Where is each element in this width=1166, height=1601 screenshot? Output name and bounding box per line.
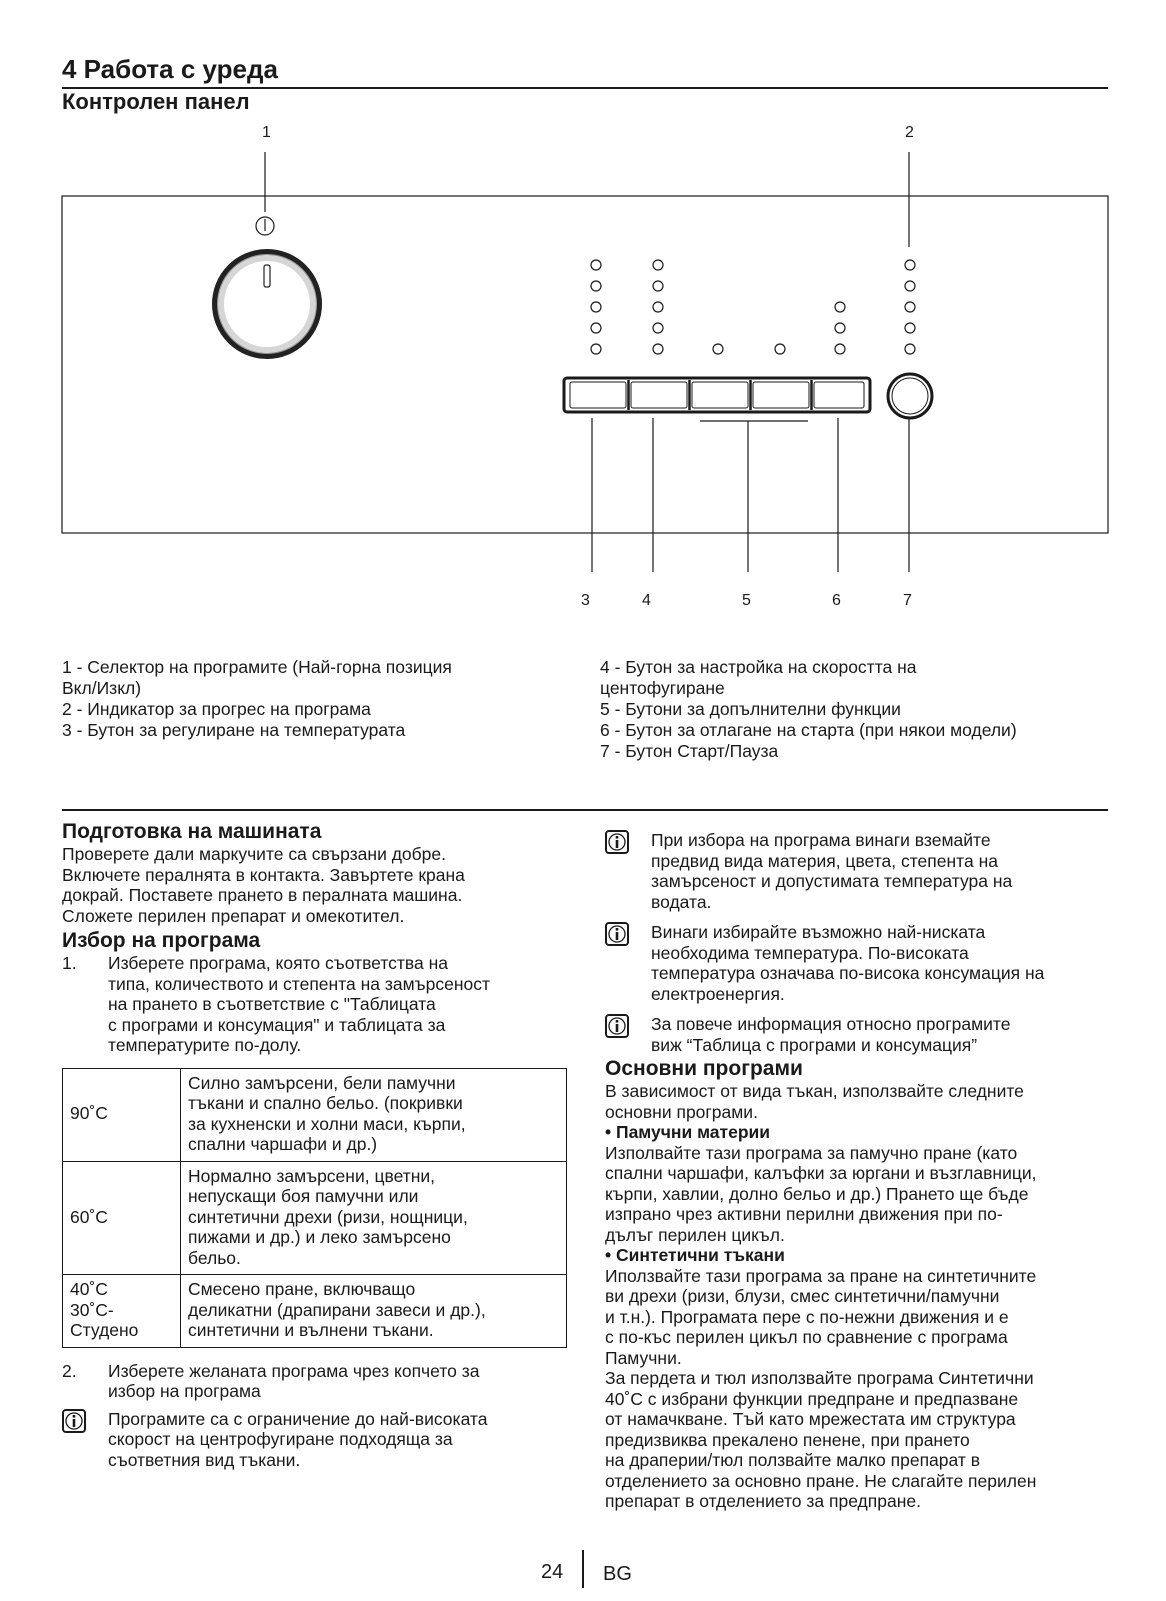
table-row bbox=[63, 1275, 567, 1348]
legend-item-4-cont: центофугиране bbox=[600, 678, 725, 698]
temperature-table bbox=[62, 1068, 567, 1348]
prep-text bbox=[62, 844, 567, 926]
led-temp-2 bbox=[591, 281, 601, 291]
temp-cell: 90˚C bbox=[63, 1068, 181, 1161]
cotton-text: Изполвайте тази програма за памучно пране (като спални чаршафи, калъфки за юргани и възглавници, кърпи, хавлии, долно бельо и др.) Прането ще бъде изпрано чрез активни перилни движения при по- дълъг перилен цикъл. bbox=[605, 1142, 1037, 1245]
step-2-number: 2. bbox=[62, 1360, 77, 1381]
prep-title: Подготовка на машината bbox=[62, 820, 322, 843]
info-icon bbox=[62, 1409, 86, 1433]
step-line: избор на програма bbox=[108, 1381, 261, 1401]
step-line: на прането в съответствие с "Таблицата bbox=[108, 994, 436, 1014]
note-text: За повече информация относно програмите виж “Таблица с програми и консумация” bbox=[651, 1014, 1011, 1055]
prep-line: докрай. Поставете прането в пералната машина. bbox=[62, 885, 463, 905]
page-number: 24 bbox=[541, 1561, 564, 1583]
aux-function-button-2 bbox=[753, 382, 809, 408]
aux-function-button-1 bbox=[692, 382, 748, 408]
spin-speed-button bbox=[631, 382, 687, 408]
led-spin-5 bbox=[653, 344, 663, 354]
callout-2: 2 bbox=[905, 124, 914, 141]
step-2-text bbox=[108, 1361, 567, 1402]
led-aux-2 bbox=[775, 344, 785, 354]
info-icon bbox=[605, 1014, 629, 1038]
callout-3: 3 bbox=[581, 592, 590, 609]
note-text: Винаги избирайте възможно най-ниската необходима температура. По-високата температура означава по-висока консумация на електроенергия. bbox=[651, 922, 1045, 1004]
section-rule bbox=[62, 809, 1108, 811]
led-progress-4 bbox=[905, 323, 915, 333]
cotton-heading: • Памучни материи bbox=[605, 1122, 771, 1142]
step-2 bbox=[62, 1361, 567, 1402]
synthetics-heading: • Синтетични тъкани bbox=[605, 1245, 785, 1265]
program-selector-knob bbox=[215, 252, 319, 356]
desc-cell: Смесено пране, включващо деликатни (драпирани завеси и др.), синтетични и вълнени тъкани. bbox=[181, 1275, 567, 1348]
led-aux-1 bbox=[713, 344, 723, 354]
led-spin-3 bbox=[653, 302, 663, 312]
led-spin-1 bbox=[653, 260, 663, 270]
legend-right bbox=[600, 657, 1105, 762]
led-temp-5 bbox=[591, 344, 601, 354]
temperature-note bbox=[605, 922, 1110, 1004]
select-title: Избор на програма bbox=[62, 929, 261, 952]
legend-item-6: 6 - Бутон за отлагане на старта (при някои модели) bbox=[600, 720, 1017, 740]
start-pause-button bbox=[888, 374, 932, 418]
note-text: При избора на програма винаги вземайте предвид вида материя, цвета, степента на замърсеност и допустимата температура на водата. bbox=[651, 830, 1013, 912]
led-progress-5 bbox=[905, 344, 915, 354]
led-delay-3 bbox=[835, 344, 845, 354]
table-row bbox=[63, 1068, 567, 1161]
info-icon bbox=[605, 830, 629, 854]
info-icon bbox=[605, 922, 629, 946]
prep-line: Сложете перилен препарат и омекотител. bbox=[62, 905, 405, 926]
step-line: Изберете програма, която съответства на bbox=[108, 953, 448, 973]
step-line: температурите по-долу. bbox=[108, 1035, 302, 1055]
legend-item-1: 1 - Селектор на програмите (Най-горна позиция bbox=[62, 657, 452, 677]
desc-cell: Силно замърсени, бели памучни тъкани и спално бельо. (покривки за кухненски и холни маси, кърпи, спални чаршафи и др.) bbox=[181, 1068, 567, 1161]
left-column bbox=[62, 820, 567, 1470]
delay-start-button bbox=[814, 382, 864, 408]
led-temp-4 bbox=[591, 323, 601, 333]
language-code: BG bbox=[603, 1563, 632, 1585]
led-progress-3 bbox=[905, 302, 915, 312]
spin-limit-note bbox=[62, 1409, 567, 1471]
synthetics-text: Иползвайте тази програма за пране на синтетичните ви дрехи (ризи, блузи, смес синтетични/памучни и т.н.). Програмата пере с по-нежни движения и е с по-къс перилен цикъл по сравнение с програма Памучни. За пердета и тюл използвайте програма Синтетични 40˚C с избрани функции предпране и предпазване от намачкване. Тъй като мрежестата им структура предизвиква прекалено пенене, при прането на драперии/тюл ползвайте малко препарат в отделението за основно пране. Не слагайте перилен препарат в отделението за предпране. bbox=[605, 1265, 1037, 1511]
basic-programs-intro: В зависимост от вида тъкан, използвайте следните основни програми. bbox=[605, 1081, 1024, 1122]
step-line: типа, количеството и степента на замърсеност bbox=[108, 973, 490, 994]
desc-cell: Нормално замърсени, цветни, непускащи боя памучни или синтетични дрехи (ризи, нощници, пижами и др.) и леко замърсено бельо. bbox=[181, 1161, 567, 1275]
temp-cell: 40˚C 30˚C- Студено bbox=[63, 1275, 181, 1348]
step-1-number: 1. bbox=[62, 953, 77, 973]
step-line: Изберете желаната програма чрез копчето за bbox=[108, 1360, 480, 1381]
footer-divider bbox=[582, 1550, 584, 1588]
legend-item-1-cont: Вкл/Изкл) bbox=[62, 678, 142, 698]
table-row bbox=[63, 1161, 567, 1275]
note-text: Програмите са с ограничение до най-високата скорост на центрофугиране подходяща за съответния вид тъкани. bbox=[108, 1408, 488, 1470]
callout-5: 5 bbox=[742, 592, 751, 609]
led-delay-2 bbox=[835, 323, 845, 333]
callout-7: 7 bbox=[903, 592, 912, 609]
chapter-title: 4 Работа с уреда bbox=[62, 54, 278, 84]
step-1 bbox=[62, 953, 567, 1056]
control-panel-diagram bbox=[0, 120, 1166, 610]
legend-item-2: 2 - Индикатор за прогрес на програма bbox=[62, 699, 371, 719]
callout-1: 1 bbox=[262, 124, 271, 141]
prep-line: Проверете дали маркучите са свързани добре. bbox=[62, 844, 447, 864]
panel-frame bbox=[62, 196, 1108, 533]
led-progress-2 bbox=[905, 281, 915, 291]
led-delay-1 bbox=[835, 302, 845, 312]
program-choice-note bbox=[605, 830, 1110, 912]
step-1-text bbox=[108, 953, 567, 1056]
led-progress-1 bbox=[905, 260, 915, 270]
callout-4: 4 bbox=[642, 592, 651, 609]
led-temp-1 bbox=[591, 260, 601, 270]
basic-programs-title: Основни програми bbox=[605, 1057, 803, 1080]
legend-item-4: 4 - Бутон за настройка на скоростта на bbox=[600, 657, 917, 677]
prep-line: Включете пералнята в контакта. Завъртете крана bbox=[62, 864, 465, 885]
callout-6: 6 bbox=[832, 592, 841, 609]
legend-left bbox=[62, 657, 562, 741]
legend-item-3: 3 - Бутон за регулиране на температурата bbox=[62, 720, 406, 740]
step-line: с програми и консумация" и таблицата за bbox=[108, 1014, 446, 1035]
right-column bbox=[605, 830, 1110, 1512]
more-info-note bbox=[605, 1014, 1110, 1055]
temp-cell: 60˚C bbox=[63, 1161, 181, 1275]
led-spin-2 bbox=[653, 281, 663, 291]
led-temp-3 bbox=[591, 302, 601, 312]
section-title: Контролен панел bbox=[62, 89, 250, 114]
led-spin-4 bbox=[653, 323, 663, 333]
legend-item-5: 5 - Бутони за допълнителни функции bbox=[600, 699, 901, 719]
legend-item-7: 7 - Бутон Старт/Пауза bbox=[600, 741, 779, 761]
temperature-button bbox=[570, 382, 626, 408]
